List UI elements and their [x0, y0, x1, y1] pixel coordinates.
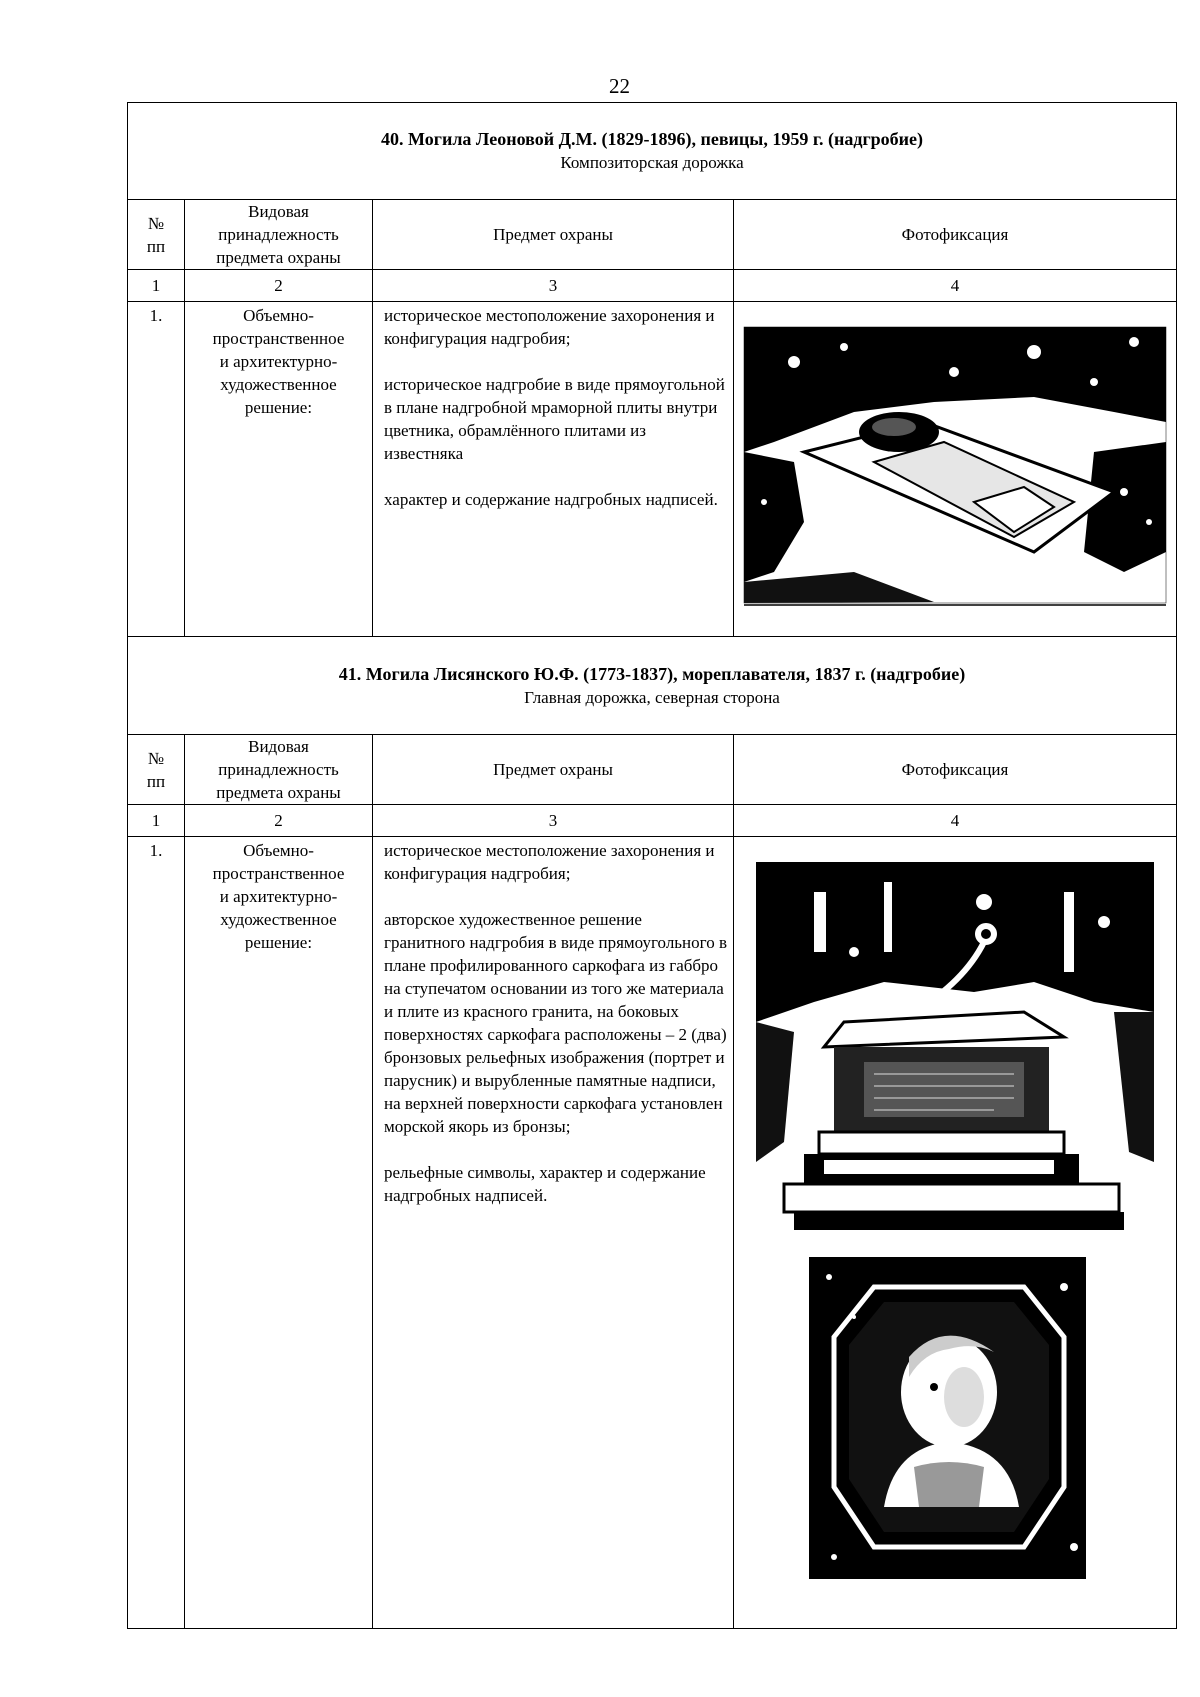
column-index: 4 — [734, 805, 1177, 837]
subject-paragraph: историческое местоположение захоронения и конфигурация надгробия; — [384, 306, 715, 348]
protection-type: Объемно- пространственное и архитектурно- художественное решение: — [185, 837, 373, 1629]
photo-cell — [734, 302, 1177, 637]
column-header-photo: Фотофиксация — [734, 735, 1177, 805]
column-index: 1 — [128, 270, 185, 302]
photo-cell — [734, 837, 1177, 1629]
column-index: 2 — [185, 805, 373, 837]
row-number: 1. — [128, 837, 185, 1629]
protection-subject — [373, 837, 734, 1629]
column-header-type: Видовая принадлежность предмета охраны — [185, 200, 373, 270]
monuments-table — [127, 102, 1177, 1629]
section-header — [128, 637, 1177, 735]
column-index: 3 — [373, 805, 734, 837]
section-header — [128, 103, 1177, 200]
column-header-subject: Предмет охраны — [373, 735, 734, 805]
subject-paragraph: авторское художественное решение гранитного надгробия в виде прямоугольного в плане профилированного саркофага из габбро на ступечатом основании из того же материала и плите из красного гранита, на боковых поверхностях саркофага расположены – 2 (два) бронзовых рельефных изображения (портрет и парусник) и вырубленные памятные надписи, на верхней поверхности саркофага установлен морской якорь из бронзы; — [384, 910, 727, 1136]
column-index: 1 — [128, 805, 185, 837]
portrait-relief-photo-icon — [734, 1257, 1177, 1587]
protection-type: Объемно- пространственное и архитектурно- художественное решение: — [185, 302, 373, 637]
subject-paragraph: историческое местоположение захоронения и конфигурация надгробия; — [384, 841, 715, 883]
page-number: 22 — [609, 74, 630, 98]
column-header-number: № пп — [128, 200, 185, 270]
sarcophagus-anchor-photo-icon — [734, 862, 1177, 1242]
column-header-number: № пп — [128, 735, 185, 805]
subject-paragraph: рельефные символы, характер и содержание надгробных надписей. — [384, 1163, 706, 1205]
column-index: 2 — [185, 270, 373, 302]
column-header-type: Видовая принадлежность предмета охраны — [185, 735, 373, 805]
column-header-subject: Предмет охраны — [373, 200, 734, 270]
section-location: Композиторская дорожка — [560, 153, 744, 172]
column-index: 4 — [734, 270, 1177, 302]
section-location: Главная дорожка, северная сторона — [524, 687, 780, 707]
column-index: 3 — [373, 270, 734, 302]
row-number: 1. — [128, 302, 185, 637]
protection-subject — [373, 302, 734, 637]
column-header-photo: Фотофиксация — [734, 200, 1177, 270]
section-title: 40. Могила Леоновой Д.М. (1829-1896), певицы, 1959 г. (надгробие) — [381, 129, 923, 149]
subject-paragraph: историческое надгробие в виде прямоугольной в плане надгробной мраморной плиты внутри цветника, обрамлённого плитами из известняка — [384, 375, 725, 463]
gravestone-photo-icon — [734, 302, 1177, 636]
subject-paragraph: характер и содержание надгробных надписей. — [384, 490, 718, 509]
section-title: 41. Могила Лисянского Ю.Ф. (1773-1837), мореплавателя, 1837 г. (надгробие) — [338, 663, 966, 684]
